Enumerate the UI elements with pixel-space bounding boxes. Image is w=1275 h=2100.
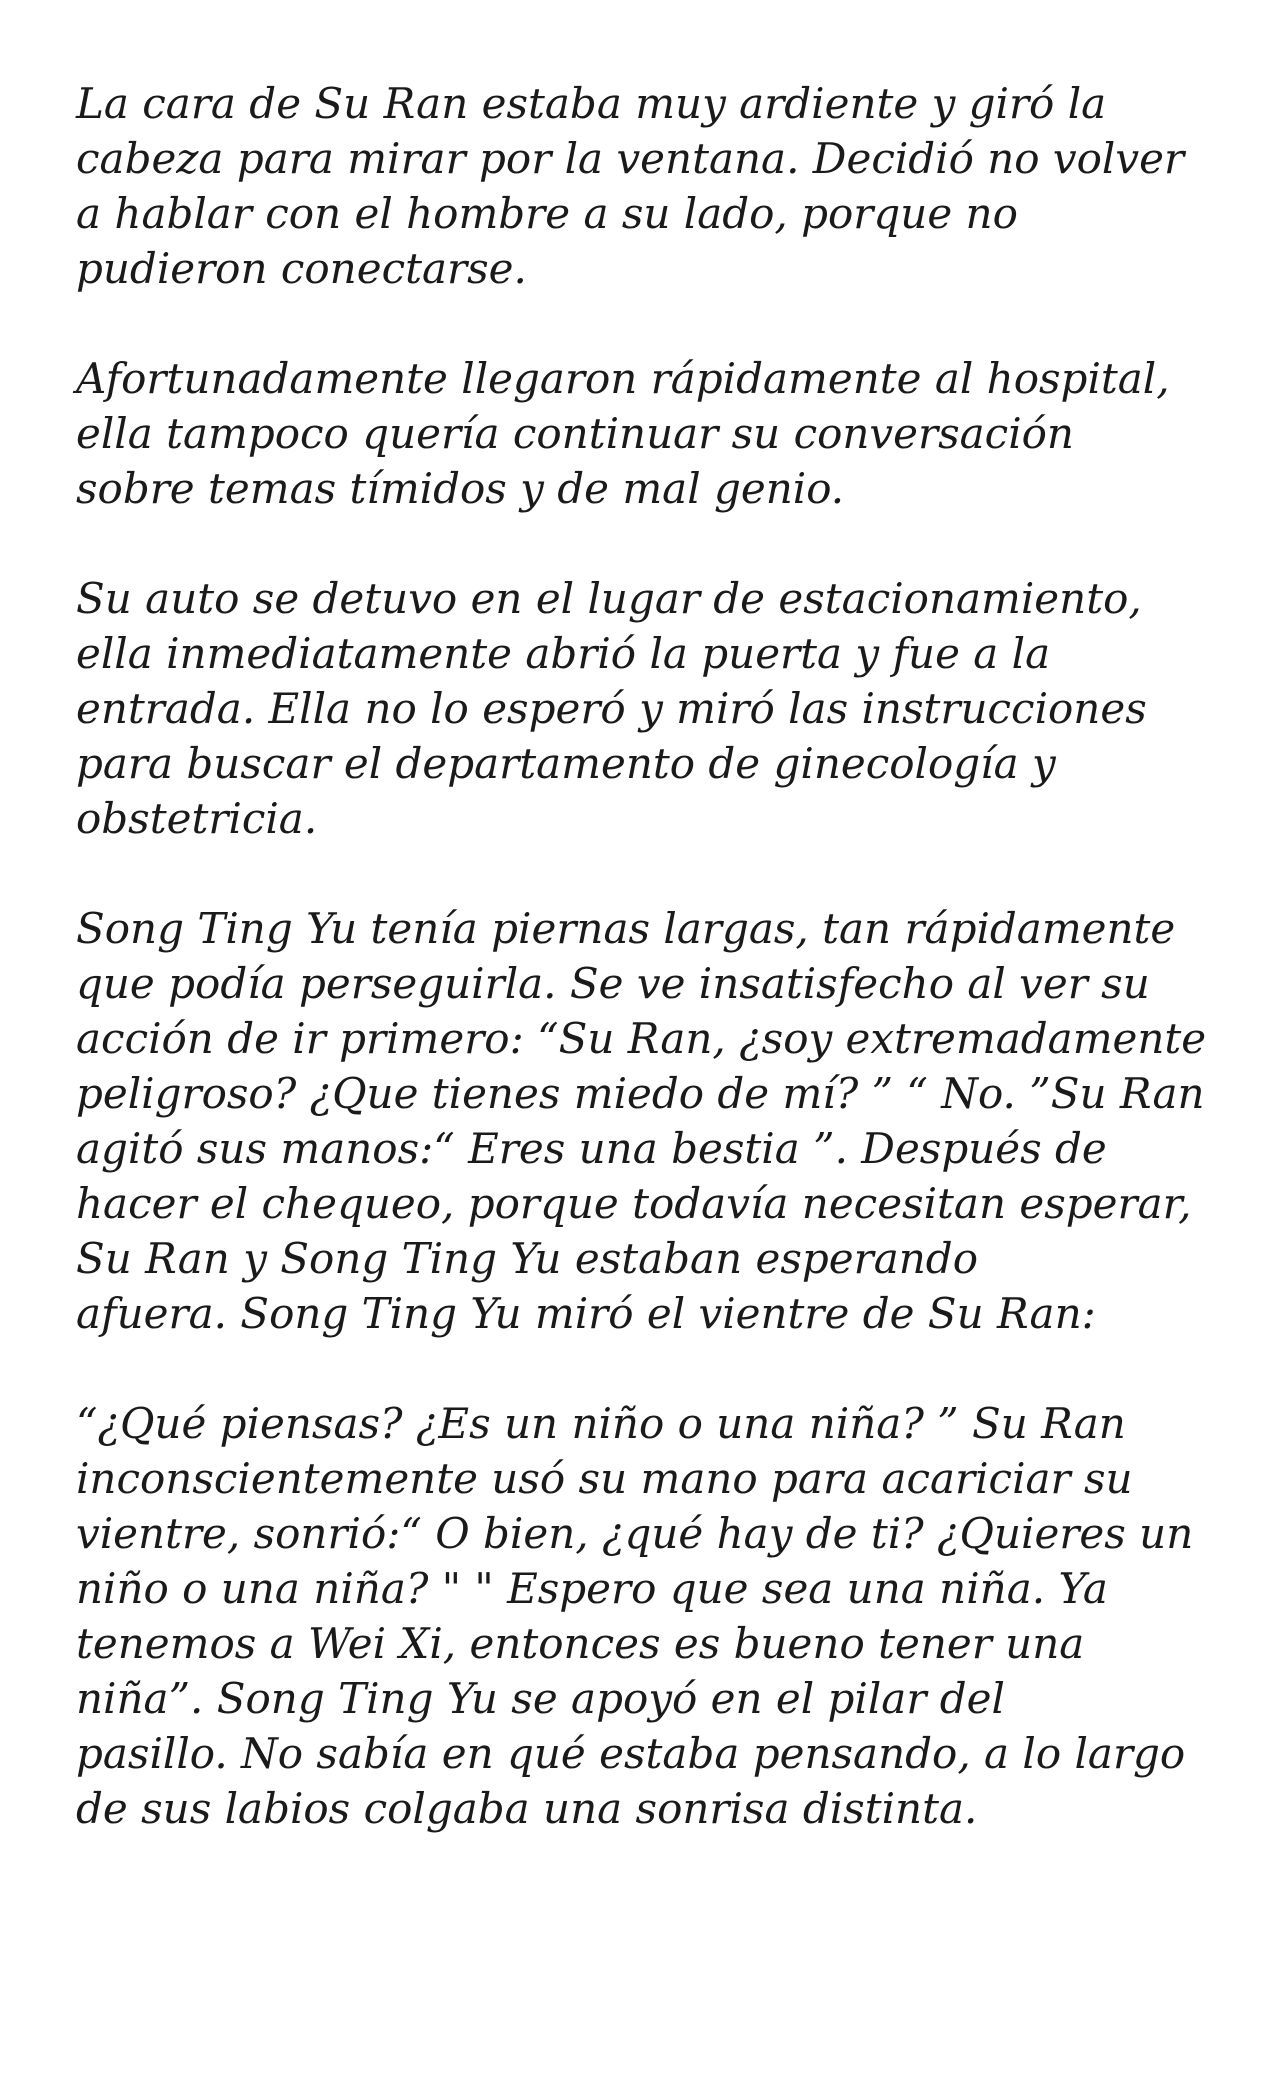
text-line: pudieron conectarse. (76, 244, 527, 293)
text-line: acción de ir primero: “Su Ran, ¿soy extremadamente (76, 1014, 1207, 1063)
text-line: ella inmediatamente abrió la puerta y fue a la (76, 629, 1051, 678)
text-line: que podía perseguirla. Se ve insatisfecho al ver su (76, 959, 1150, 1008)
text-line: entrada. Ella no lo esperó y miró las instrucciones (76, 684, 1147, 733)
text-line: Su Ran y Song Ting Yu estaban esperando (76, 1234, 978, 1283)
paragraph-2 (76, 351, 1226, 516)
text-line: afuera. Song Ting Yu miró el vientre de Su Ran: (76, 1289, 1096, 1338)
text-line: tenemos a Wei Xi, entonces es bueno tener una (76, 1619, 1085, 1668)
text-line: La cara de Su Ran estaba muy ardiente y giró la (76, 79, 1107, 128)
paragraph-4 (76, 901, 1226, 1341)
chapter-text (76, 76, 1226, 1891)
text-line: niña”. Song Ting Yu se apoyó en el pilar del (76, 1674, 1005, 1723)
text-line: Su auto se detuvo en el lugar de estacionamiento, (76, 574, 1142, 623)
text-line: ella tampoco quería continuar su conversación (76, 409, 1074, 458)
paragraph-1 (76, 76, 1226, 296)
text-line: obstetricia. (76, 794, 318, 843)
text-line: cabeza para mirar por la ventana. Decidió no volver (76, 134, 1185, 183)
text-line: niño o una niña? " " Espero que sea una niña. Ya (76, 1564, 1108, 1613)
text-line: pasillo. No sabía en qué estaba pensando, a lo largo (76, 1729, 1186, 1778)
text-line: “¿Qué piensas? ¿Es un niño o una niña? ” Su Ran (76, 1399, 1126, 1448)
text-line: inconscientemente usó su mano para acariciar su (76, 1454, 1133, 1503)
text-line: a hablar con el hombre a su lado, porque no (76, 189, 1018, 238)
text-line: para buscar el departamento de ginecología y (76, 739, 1056, 788)
text-line: agitó sus manos:“ Eres una bestia ”. Después de (76, 1124, 1107, 1173)
paragraph-5 (76, 1396, 1226, 1836)
text-line: vientre, sonrió:“ O bien, ¿qué hay de ti? ¿Quieres un (76, 1509, 1194, 1558)
text-line: hacer el chequeo, porque todavía necesitan esperar, (76, 1179, 1192, 1228)
text-line: peligroso? ¿Que tienes miedo de mí? ” “ No. ”Su Ran (76, 1069, 1205, 1118)
text-line: Afortunadamente llegaron rápidamente al hospital, (76, 354, 1170, 403)
paragraph-3 (76, 571, 1226, 846)
text-line: de sus labios colgaba una sonrisa distinta. (76, 1784, 978, 1833)
text-line: Song Ting Yu tenía piernas largas, tan rápidamente (76, 904, 1176, 953)
text-line: sobre temas tímidos y de mal genio. (76, 464, 845, 513)
